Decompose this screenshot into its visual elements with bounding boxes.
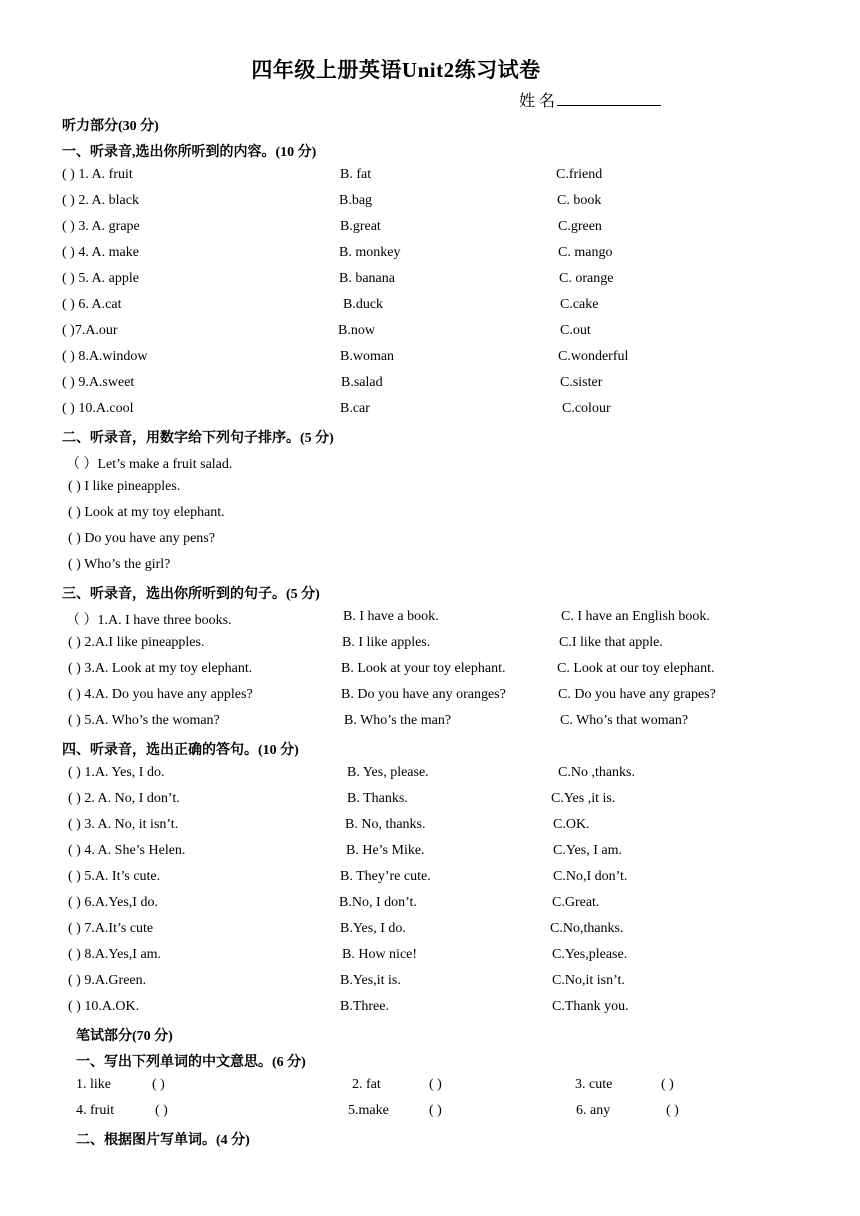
s4-q10-b: B.Three. bbox=[340, 999, 389, 1014]
s4-q5-b: B. They’re cute. bbox=[340, 869, 431, 884]
listening-header: 听力部分(30 分) bbox=[62, 119, 159, 134]
s4-q9: ( ) 9.A.Green. bbox=[68, 973, 147, 988]
s3-q1: （ ）1.A. I have three books. bbox=[66, 613, 232, 628]
s1-q6: ( ) 6. A.cat bbox=[62, 297, 122, 312]
s4-q7-c: C.No,thanks. bbox=[550, 921, 624, 936]
w1-word-6: 6. any bbox=[576, 1103, 611, 1118]
s3-q2: ( ) 2.A.I like pineapples. bbox=[68, 635, 205, 650]
s3-title: 三、听录音，选出你所听到的句子。(5 分) bbox=[62, 587, 320, 602]
s1-q1-b: B. fat bbox=[340, 167, 372, 182]
s1-q4-c: C. mango bbox=[558, 245, 613, 260]
w1-answer-1[interactable]: ( ) bbox=[152, 1077, 165, 1092]
s2-item-5: ( ) Who’s the girl? bbox=[68, 557, 171, 572]
s1-q5-c: C. orange bbox=[559, 271, 614, 286]
s3-q3-c: C. Look at our toy elephant. bbox=[557, 661, 715, 676]
w1-answer-2[interactable]: ( ) bbox=[429, 1077, 442, 1092]
s3-q5-b: B. Who’s the man? bbox=[344, 713, 452, 728]
w1-answer-5[interactable]: ( ) bbox=[429, 1103, 442, 1118]
s1-q5-b: B. banana bbox=[339, 271, 395, 286]
s1-q2-b: B.bag bbox=[339, 193, 373, 208]
w1-word-3: 3. cute bbox=[575, 1077, 613, 1092]
s4-title: 四、听录音，选出正确的答句。(10 分) bbox=[62, 743, 299, 758]
w2-title: 二、根据图片写单词。(4 分) bbox=[76, 1133, 250, 1148]
s3-q3-b: B. Look at your toy elephant. bbox=[341, 661, 506, 676]
w1-answer-3[interactable]: ( ) bbox=[661, 1077, 674, 1092]
name-blank[interactable] bbox=[557, 91, 661, 106]
s2-item-4: ( ) Do you have any pens? bbox=[68, 531, 215, 546]
s1-q4: ( ) 4. A. make bbox=[62, 245, 139, 260]
s2-item-2: ( ) I like pineapples. bbox=[68, 479, 181, 494]
s2-item-3: ( ) Look at my toy elephant. bbox=[68, 505, 225, 520]
page-title: 四年级上册英语Unit2练习试卷 bbox=[251, 58, 541, 82]
s4-q9-c: C.No,it isn’t. bbox=[552, 973, 625, 988]
s4-q10: ( ) 10.A.OK. bbox=[68, 999, 140, 1014]
s4-q6-b: B.No, I don’t. bbox=[339, 895, 417, 910]
s1-q10-c: C.colour bbox=[562, 401, 611, 416]
s3-q4-c: C. Do you have any grapes? bbox=[558, 687, 716, 702]
s1-q9-c: C.sister bbox=[560, 375, 603, 390]
s4-q2-c: C.Yes ,it is. bbox=[551, 791, 616, 806]
w1-answer-4[interactable]: ( ) bbox=[155, 1103, 168, 1118]
w1-word-1: 1. like bbox=[76, 1077, 111, 1092]
name-label: 姓 名 bbox=[519, 93, 556, 110]
s4-q4-b: B. He’s Mike. bbox=[346, 843, 425, 858]
s4-q9-b: B.Yes,it is. bbox=[340, 973, 401, 988]
s3-q1-c: C. I have an English book. bbox=[561, 609, 710, 624]
s4-q7-b: B.Yes, I do. bbox=[340, 921, 406, 936]
s1-q7-b: B.now bbox=[338, 323, 375, 338]
s4-q1-b: B. Yes, please. bbox=[347, 765, 429, 780]
s1-q8: ( ) 8.A.window bbox=[62, 349, 148, 364]
s3-q2-b: B. I like apples. bbox=[342, 635, 431, 650]
s1-q7-c: C.out bbox=[560, 323, 591, 338]
s4-q6: ( ) 6.A.Yes,I do. bbox=[68, 895, 158, 910]
s3-q4: ( ) 4.A. Do you have any apples? bbox=[68, 687, 253, 702]
w1-title: 一、写出下列单词的中文意思。(6 分) bbox=[76, 1055, 306, 1070]
s4-q3: ( ) 3. A. No, it isn’t. bbox=[68, 817, 179, 832]
s4-q4: ( ) 4. A. She’s Helen. bbox=[68, 843, 186, 858]
w1-word-4: 4. fruit bbox=[76, 1103, 115, 1118]
s1-q1: ( ) 1. A. fruit bbox=[62, 167, 133, 182]
s1-q8-c: C.wonderful bbox=[558, 349, 629, 364]
s4-q1: ( ) 1.A. Yes, I do. bbox=[68, 765, 165, 780]
s4-q3-b: B. No, thanks. bbox=[345, 817, 426, 832]
s1-q3-c: C.green bbox=[558, 219, 602, 234]
s2-item-1: （ ）Let’s make a fruit salad. bbox=[66, 457, 233, 472]
s3-q5-c: C. Who’s that woman? bbox=[560, 713, 689, 728]
s2-title: 二、听录音，用数字给下列句子排序。(5 分) bbox=[62, 431, 334, 446]
s3-q3: ( ) 3.A. Look at my toy elephant. bbox=[68, 661, 253, 676]
s1-q10: ( ) 10.A.cool bbox=[62, 401, 134, 416]
s4-q2: ( ) 2. A. No, I don’t. bbox=[68, 791, 180, 806]
s1-q7: ( )7.A.our bbox=[62, 323, 118, 338]
written-header: 笔试部分(70 分) bbox=[76, 1029, 173, 1044]
s1-title: 一、听录音,选出你所听到的内容。(10 分) bbox=[62, 145, 317, 160]
s1-q4-b: B. monkey bbox=[339, 245, 401, 260]
s1-q6-c: C.cake bbox=[560, 297, 599, 312]
s1-q9-b: B.salad bbox=[341, 375, 383, 390]
s1-q2: ( ) 2. A. black bbox=[62, 193, 139, 208]
s1-q9: ( ) 9.A.sweet bbox=[62, 375, 135, 390]
w1-answer-6[interactable]: ( ) bbox=[666, 1103, 679, 1118]
s1-q5: ( ) 5. A. apple bbox=[62, 271, 139, 286]
s1-q10-b: B.car bbox=[340, 401, 370, 416]
s4-q3-c: C.OK. bbox=[553, 817, 590, 832]
s3-q5: ( ) 5.A. Who’s the woman? bbox=[68, 713, 220, 728]
s1-q2-c: C. book bbox=[557, 193, 602, 208]
s1-q8-b: B.woman bbox=[340, 349, 395, 364]
s3-q1-b: B. I have a book. bbox=[343, 609, 439, 624]
s4-q5: ( ) 5.A. It’s cute. bbox=[68, 869, 161, 884]
s4-q10-c: C.Thank you. bbox=[552, 999, 629, 1014]
s4-q8-c: C.Yes,please. bbox=[552, 947, 628, 962]
s4-q1-c: C.No ,thanks. bbox=[558, 765, 635, 780]
s1-q3: ( ) 3. A. grape bbox=[62, 219, 140, 234]
s1-q1-c: C.friend bbox=[556, 167, 603, 182]
s1-q3-b: B.great bbox=[340, 219, 381, 234]
s3-q2-c: C.I like that apple. bbox=[559, 635, 663, 650]
w1-word-2: 2. fat bbox=[352, 1077, 381, 1092]
s4-q7: ( ) 7.A.It’s cute bbox=[68, 921, 154, 936]
s1-q6-b: B.duck bbox=[343, 297, 384, 312]
s4-q8: ( ) 8.A.Yes,I am. bbox=[68, 947, 162, 962]
student-name-field bbox=[519, 88, 661, 111]
s3-q4-b: B. Do you have any oranges? bbox=[341, 687, 506, 702]
s4-q5-c: C.No,I don’t. bbox=[553, 869, 628, 884]
w1-word-5: 5.make bbox=[348, 1103, 389, 1118]
s4-q2-b: B. Thanks. bbox=[347, 791, 408, 806]
s4-q4-c: C.Yes, I am. bbox=[553, 843, 622, 858]
s4-q6-c: C.Great. bbox=[552, 895, 600, 910]
s4-q8-b: B. How nice! bbox=[342, 947, 418, 962]
